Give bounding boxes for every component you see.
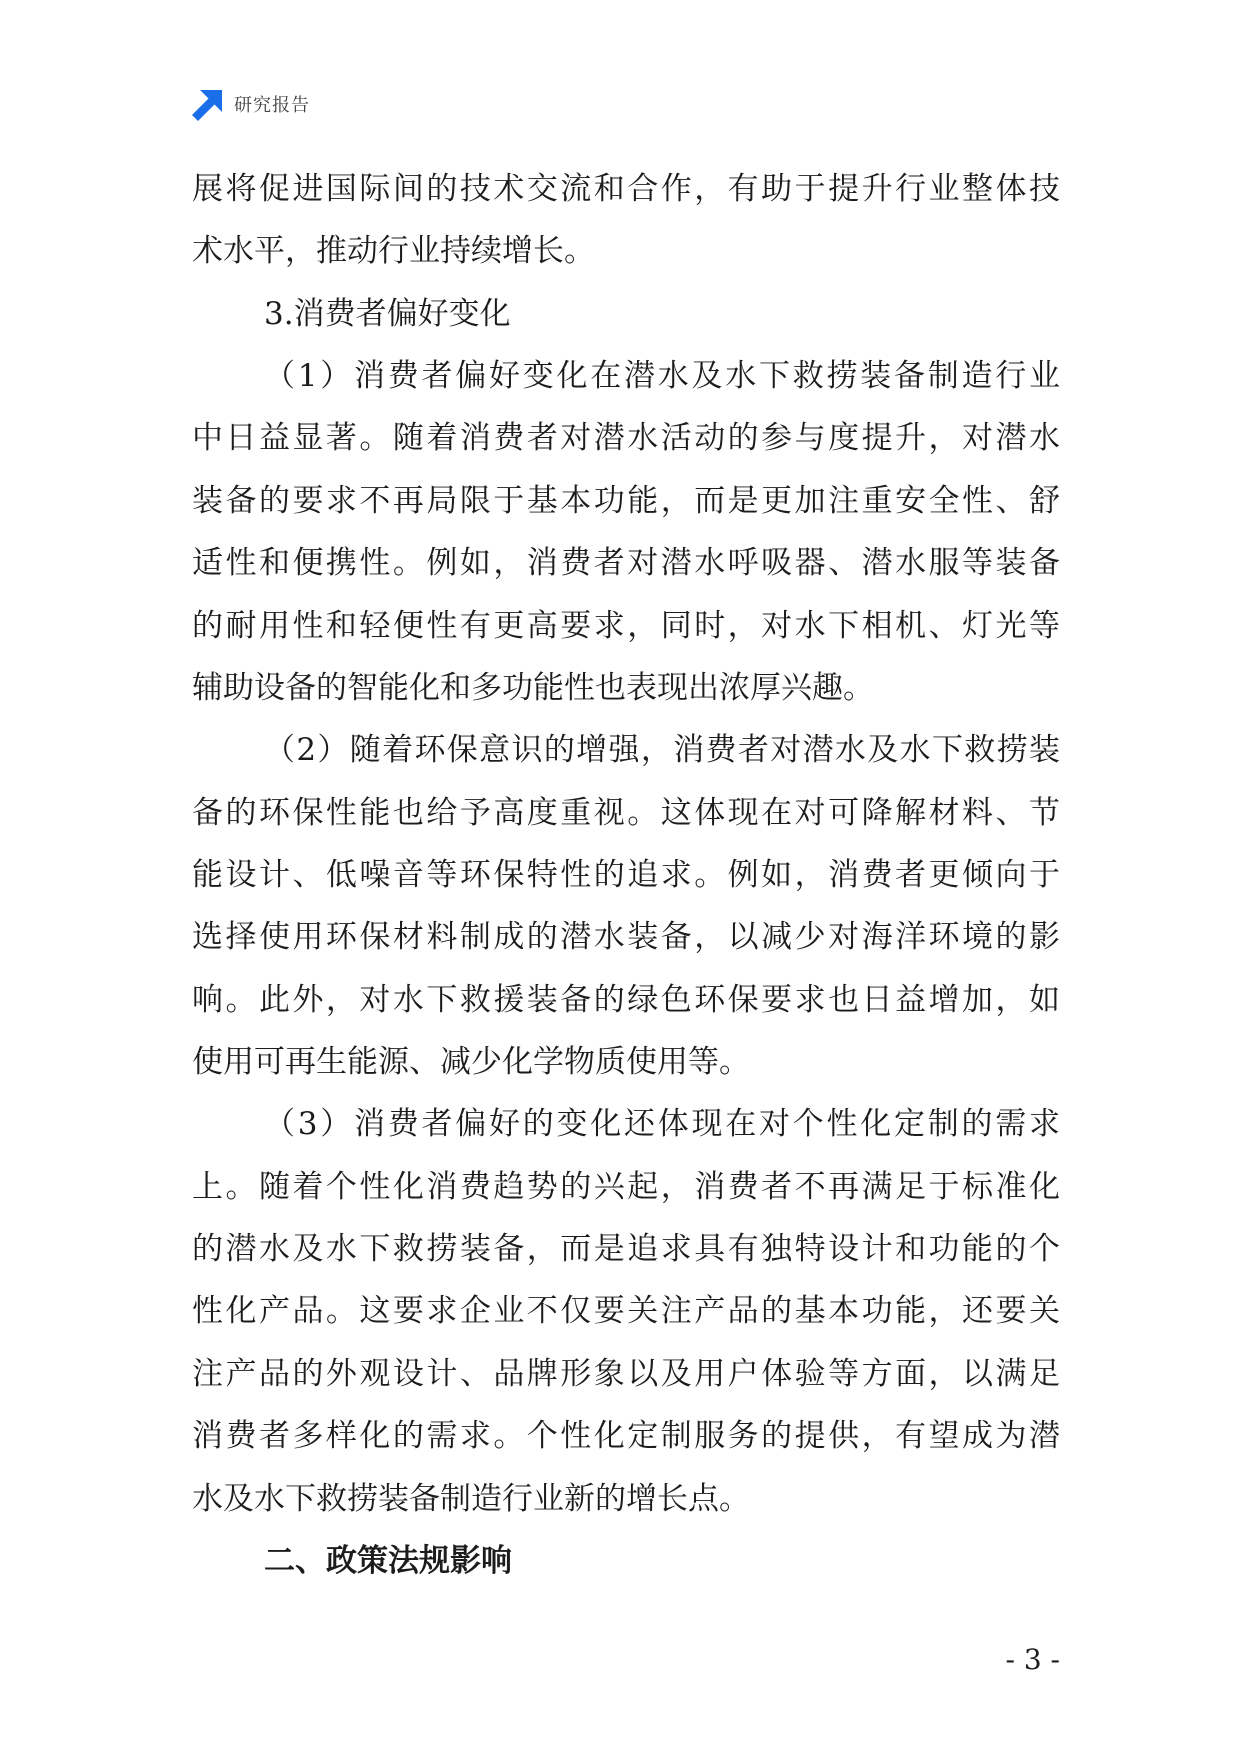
body-line: 使用可再生能源、减少化学物质使用等。: [192, 1044, 750, 1081]
body-line: 辅助设备的智能化和多功能性也表现出浓厚兴趣。: [192, 669, 874, 706]
body-line: 注产品的外观设计、品牌形象以及用户体验等方面，以满足: [192, 1355, 1060, 1392]
body-line: 消费者多样化的需求。个性化定制服务的提供，有望成为潜: [192, 1418, 1060, 1455]
body-line: （3）消费者偏好的变化还体现在对个性化定制的需求: [264, 1106, 1060, 1143]
document-body: [192, 158, 1060, 1592]
body-line: （2）随着环保意识的增强，消费者对潜水及水下救捞装: [264, 732, 1060, 769]
intro-paragraph: [192, 158, 1060, 283]
body-line: 适性和便携性。例如，消费者对潜水呼吸器、潜水服等装备: [192, 545, 1060, 582]
body-line: 中日益显著。随着消费者对潜水活动的参与度提升，对潜水: [192, 420, 1060, 457]
page-number: - 3 -: [1005, 1643, 1060, 1676]
body-line: 的潜水及水下救捞装备，而是追求具有独特设计和功能的个: [192, 1231, 1060, 1268]
logo-shaft: [192, 98, 215, 121]
body-line: 水及水下救捞装备制造行业新的增长点。: [192, 1480, 750, 1517]
paragraph-3: [192, 1093, 1060, 1530]
body-line: 能设计、低噪音等环保特性的追求。例如，消费者更倾向于: [192, 856, 1060, 893]
header-label: 研究报告: [234, 95, 310, 116]
report-arrow-logo-icon: [192, 90, 222, 121]
section-heading: 3.消费者偏好变化: [264, 295, 511, 332]
body-line: 的耐用性和轻便性有更高要求，同时，对水下相机、灯光等: [192, 607, 1060, 644]
body-line: 响。此外，对水下救援装备的绿色环保要求也日益增加，如: [192, 981, 1060, 1018]
body-line: 上。随着个性化消费趋势的兴起，消费者不再满足于标准化: [192, 1168, 1060, 1205]
body-line: 装备的要求不再局限于基本功能，而是更加注重安全性、舒: [192, 482, 1060, 519]
chapter-heading: 二、政策法规影响: [264, 1542, 512, 1579]
paragraph-2: [192, 719, 1060, 1093]
body-line: 术水平，推动行业持续增长。: [192, 233, 595, 270]
paragraph-1: [192, 345, 1060, 719]
body-line: （1）消费者偏好变化在潜水及水下救捞装备制造行业: [264, 358, 1060, 395]
body-line: 选择使用环保材料制成的潜水装备，以减少对海洋环境的影: [192, 919, 1060, 956]
body-line: 备的环保性能也给予高度重视。这体现在对可降解材料、节: [192, 794, 1060, 831]
body-line: 性化产品。这要求企业不仅要关注产品的基本功能，还要关: [192, 1293, 1060, 1330]
body-line: 展将促进国际间的技术交流和合作，有助于提升行业整体技: [192, 171, 1060, 207]
